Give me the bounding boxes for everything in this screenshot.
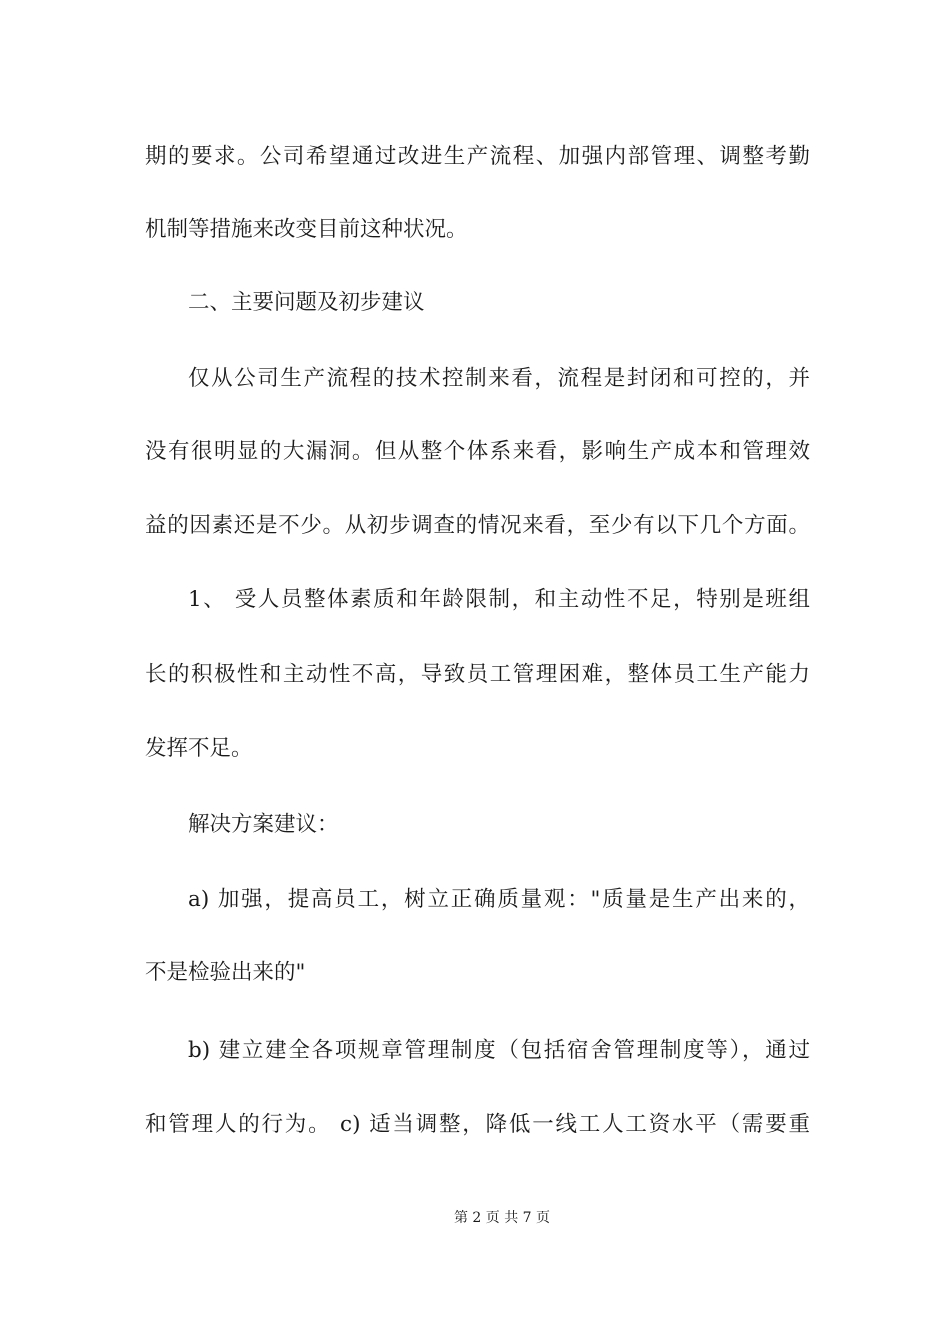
body-line-6: 益的因素还是不少。从初步调查的情况来看，至少有以下几个方面。 <box>145 513 810 538</box>
body-line-1: 期的要求。公司希望通过改进生产流程、加强内部管理、调整考勤 <box>145 144 810 169</box>
body-line-4: 仅从公司生产流程的技术控制来看，流程是封闭和可控的，并 <box>188 366 810 391</box>
body-line-5: 没有很明显的大漏洞。但从整个体系来看，影响生产成本和管理效 <box>145 439 810 464</box>
section-heading: 二、主要问题及初步建议 <box>188 290 425 315</box>
body-line-9: 发挥不足。 <box>145 736 253 761</box>
body-line-8: 长的积极性和主动性不高，导致员工管理困难，整体员工生产能力 <box>145 662 810 687</box>
page-footer <box>0 1208 950 1228</box>
suggestion-a: a) 加强，提高员工，树立正确质量观："质量是生产出来的， <box>188 887 810 912</box>
suggestion-b-c: 和管理人的行为。 c) 适当调整，降低一线工人工资水平（需要重 <box>145 1112 810 1137</box>
suggestion-a-cont: 不是检验出来的" <box>145 960 306 985</box>
body-line-2: 机制等措施来改变目前这种状况。 <box>145 217 468 242</box>
list-item-1: 1、 受人员整体素质和年龄限制，和主动性不足，特别是班组 <box>188 587 810 612</box>
page-number: 第 2 页 共 7 页 <box>453 1210 551 1226</box>
suggestion-b: b) 建立建全各项规章管理制度（包括宿舍管理制度等），通过 <box>188 1038 810 1063</box>
solution-heading: 解决方案建议： <box>188 812 339 837</box>
